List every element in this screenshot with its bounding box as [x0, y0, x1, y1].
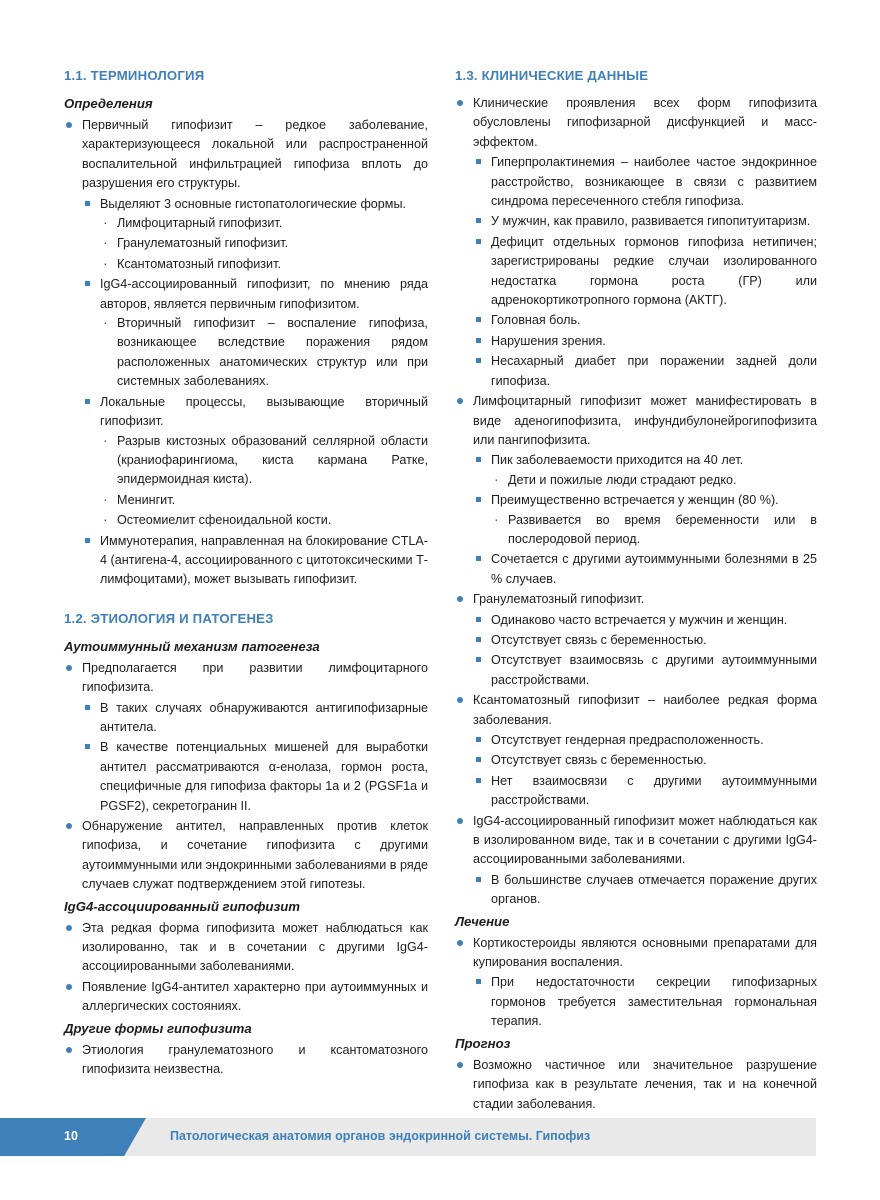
list-item — [473, 491, 817, 549]
list-item — [100, 214, 428, 233]
list-item-text: Отсутствует связь с беременностью. — [491, 632, 707, 647]
list-item — [473, 352, 817, 391]
right-column — [455, 66, 817, 1115]
list-item-text: У мужчин, как правило, развивается гипопитуитаризм. — [491, 214, 811, 229]
prognosis-list — [455, 1056, 817, 1114]
list-item — [64, 978, 428, 1017]
list-item-text: Нет взаимосвязи с другими аутоиммунными расстройствами. — [491, 773, 817, 808]
list-item-text: Головная боль. — [491, 313, 581, 328]
list-item — [100, 511, 428, 530]
list-item — [64, 659, 428, 816]
list-item-text: Выделяют 3 основные гистопатологические формы. — [100, 196, 407, 211]
list-item — [82, 393, 428, 531]
list-item-text: Лимфоцитарный гипофизит может манифестировать в виде аденогипофизита, инфундибулонейрогипофизита или пангипофизита. — [473, 394, 817, 447]
list-item — [473, 611, 817, 630]
list-item — [100, 491, 428, 510]
list-item — [473, 212, 817, 231]
list-item — [82, 532, 428, 590]
list-item — [473, 772, 817, 811]
list-item — [82, 738, 428, 816]
list-item — [473, 153, 817, 211]
list-item — [473, 871, 817, 910]
list-item-text: Нарушения зрения. — [491, 333, 606, 348]
section-title-etiology: 1.2. ЭТИОЛОГИЯ И ПАТОГЕНЕЗ — [64, 610, 274, 626]
list-item-text: В большинстве случаев отмечается поражение других органов. — [491, 872, 817, 907]
list-item-text: Остеомиелит сфеноидальной кости. — [117, 513, 332, 528]
section-title-clinical: 1.3. КЛИНИЧЕСКИЕ ДАННЫЕ — [455, 68, 649, 83]
list-item — [473, 233, 817, 311]
list-item-text: Возможно частичное или значительное разрушение гипофиза как в результате лечения, так и на конечной стадии заболевания. — [473, 1057, 817, 1111]
list-item-text: В таких случаях обнаруживаются антигипофизарные антитела. — [100, 700, 428, 734]
list-item — [64, 919, 428, 977]
list-item — [455, 392, 817, 589]
list-item — [100, 234, 428, 253]
subsection-title-other-forms: Другие формы гипофизита — [64, 1020, 252, 1036]
list-item-text: Кортикостероиды являются основными препаратами для купирования воспаления. — [473, 935, 817, 970]
other-forms-list — [64, 1041, 428, 1080]
list-item-text: Разрыв кистозных образований селлярной области (краниофарингиома, киста кармана Ратке, эпидермоидная киста). — [117, 433, 428, 487]
list-item-text: Ксантоматозный гипофизит. — [117, 256, 281, 271]
list-item-text: Клинические проявления всех форм гипофизита обусловлены гипофизарной дисфункцией и масс-эффектом. — [473, 96, 817, 149]
list-item — [491, 511, 817, 550]
list-item-text: Преимущественно встречается у женщин (80 %). — [491, 493, 779, 508]
list-item-text: Этиология гранулематозного и ксантоматозного гипофизита неизвестна. — [82, 1042, 428, 1077]
list-item-text: Вторичный гипофизит – воспаление гипофиза, возникающее вследствие поражения рядом расположенных анатомических структур или при системных заболеваниях. — [117, 316, 428, 389]
list-item — [491, 471, 817, 490]
list-item-text: Эта редкая форма гипофизита может наблюдаться как изолированно, так и в сочетании с другими IgG4-ассоциированными заболеваниями. — [82, 920, 428, 974]
list-item-text: IgG4-ассоциированный гипофизит может наблюдаться как в изолированном виде, так и в сочетании с другими IgG4-ассоциированными заболеваниями. — [473, 813, 817, 867]
page-footer — [0, 1118, 816, 1156]
list-item — [455, 1056, 817, 1114]
list-item-text: Развивается во время беременности или в послеродовой период. — [508, 512, 817, 546]
list-item-text: Отсутствует гендерная предрасположенность. — [491, 733, 764, 747]
list-item-text: Несахарный диабет при поражении задней доли гипофиза. — [491, 354, 817, 388]
list-item-text: Отсутствует взаимосвязь с другими аутоиммунными расстройствами. — [491, 653, 817, 687]
list-item — [473, 651, 817, 690]
list-item — [82, 195, 428, 275]
list-item-text: Сочетается с другими аутоиммунными болезнями в 25 % случаев. — [491, 552, 817, 586]
treatment-list — [455, 934, 817, 1032]
list-item-text: Гиперпролактинемия – наиболее частое эндокринное расстройство, возникающее в связи с развитием синдрома пересеченного стебля гипофиза. — [491, 155, 817, 209]
definitions-list — [64, 116, 428, 590]
list-item-text: Пик заболеваемости приходится на 40 лет. — [491, 453, 744, 468]
list-item-text: Обнаружение антител, направленных против клеток гипофиза, и сочетание гипофизита с другими аутоиммунными или эндокринными заболеваниями в ряде случаев служат подтверждением этой гипотезы. — [82, 819, 428, 892]
list-item-text: Дефицит отдельных гормонов гипофиза нетипичен; зарегистрированы редкие случаи изолированного недостатка гормона роста (ГР) или адренокортикотропного гормона (АКТГ). — [491, 234, 817, 308]
list-item — [473, 332, 817, 351]
list-item-text: Появление IgG4-антител характерно при аутоиммунных и аллергических состояниях. — [82, 979, 428, 1014]
list-item — [473, 451, 817, 490]
subsection-title-treatment: Лечение — [455, 913, 510, 929]
list-item — [473, 973, 817, 1031]
subsection-title-prognosis: Прогноз — [455, 1035, 511, 1051]
igg4-list — [64, 919, 428, 1017]
page-number: 10 — [64, 1129, 78, 1143]
list-item — [455, 94, 817, 391]
clinical-list — [455, 94, 817, 910]
list-item-text: Одинаково часто встречается у мужчин и женщин. — [491, 612, 788, 627]
left-column — [64, 66, 428, 1080]
list-item — [473, 550, 817, 589]
list-item-text: В качестве потенциальных мишеней для выработки антител рассматриваются α-енолаза, гормон роста, специфичные для гипофиза факторы 1а и 2 (PGSF1a и PGSF2), секретогранин II. — [100, 740, 428, 813]
list-item-text: Отсутствует связь с беременностью. — [491, 753, 707, 768]
autoimmune-list — [64, 659, 428, 895]
list-item — [100, 255, 428, 274]
list-item — [455, 812, 817, 910]
list-item — [64, 817, 428, 895]
list-item-text: Лимфоцитарный гипофизит. — [117, 216, 283, 231]
list-item-text: Предполагается при развитии лимфоцитарного гипофизита. — [82, 660, 428, 695]
list-item — [100, 314, 428, 392]
list-item-text: Дети и пожилые люди страдают редко. — [508, 472, 737, 487]
subsection-title-autoimmune: Аутоиммунный механизм патогенеза — [64, 638, 320, 654]
list-item — [82, 699, 428, 738]
list-item — [455, 934, 817, 1032]
list-item — [455, 691, 817, 810]
subsection-title-igg4: IgG4-ассоциированный гипофизит — [64, 898, 300, 914]
list-item-text: При недостаточности секреции гипофизарных гормонов требуется заместительная гормональная терапия. — [491, 975, 817, 1029]
list-item — [100, 432, 428, 490]
list-item-text: IgG4-ассоциированный гипофизит, по мнению ряда авторов, является первичным гипофизитом. — [100, 277, 428, 311]
list-item-text: Ксантоматозный гипофизит – наиболее редкая форма заболевания. — [473, 693, 817, 727]
list-item-text: Гранулематозный гипофизит. — [473, 592, 645, 607]
list-item-text: Менингит. — [117, 492, 176, 507]
list-item-text: Локальные процессы, вызывающие вторичный гипофизит. — [100, 394, 428, 429]
list-item — [64, 1041, 428, 1080]
subsection-title-definitions: Определения — [64, 96, 153, 111]
running-title: Патологическая анатомия органов эндокринной системы. Гипофиз — [170, 1129, 591, 1143]
list-item — [473, 311, 817, 330]
list-item-text: Гранулематозный гипофизит. — [117, 236, 289, 251]
list-item-text: Иммунотерапия, направленная на блокирование CTLA-4 (антигена-4, ассоциированного с цитотоксическими Т-лимфоцитами), может вызывать гипофизит. — [100, 533, 428, 587]
list-item — [473, 751, 817, 770]
list-item — [64, 116, 428, 590]
list-item — [82, 275, 428, 391]
list-item-text: Первичный гипофизит – редкое заболевание, характеризующееся локальной или распространенной воспалительной инфильтрацией гипофиза вплоть до разрушения его структуры. — [82, 118, 428, 191]
list-item — [455, 590, 817, 690]
list-item — [473, 631, 817, 650]
list-item — [473, 731, 817, 750]
section-title-terminology: 1.1. ТЕРМИНОЛОГИЯ — [64, 68, 205, 83]
